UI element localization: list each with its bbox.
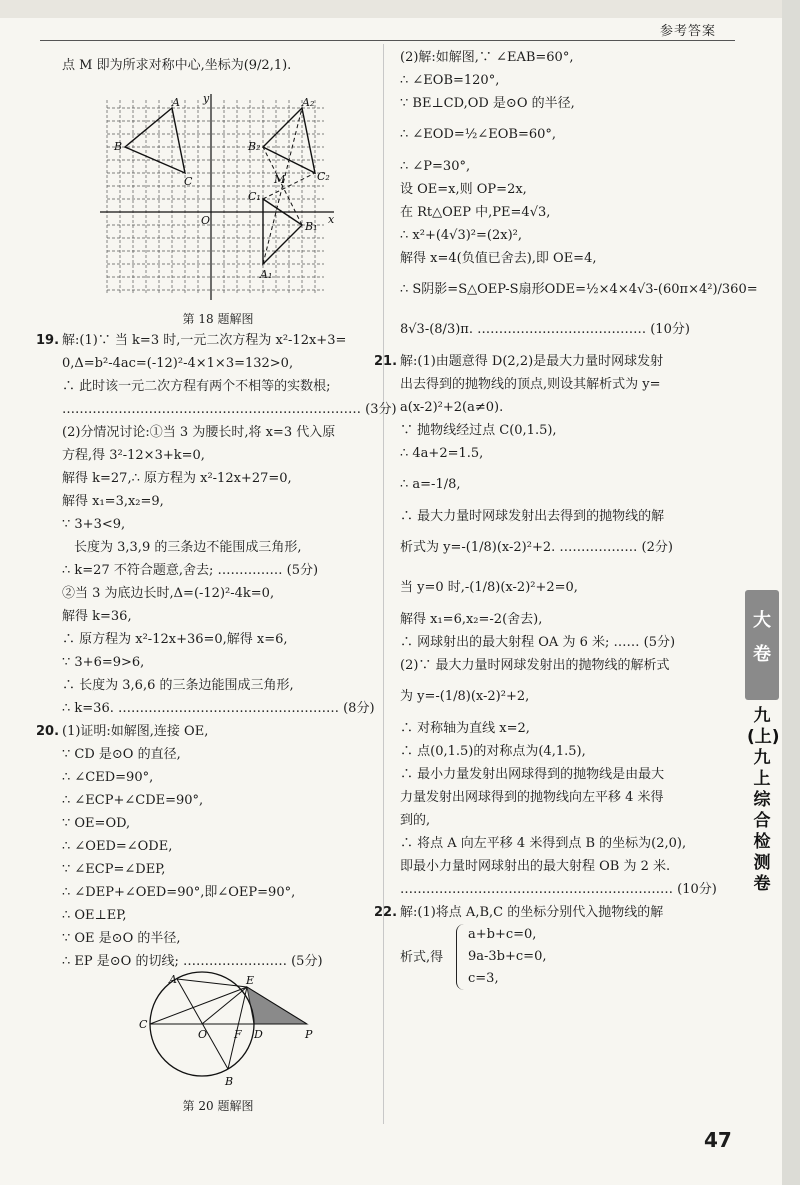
q19-line: ∵ 3+6=9>6, bbox=[62, 655, 145, 670]
q21-line: 出去得到的抛物线的顶点,则设其解析式为 y= bbox=[400, 377, 661, 392]
q20-line: ∴ ∠DEP+∠OED=90°,即∠OEP=90°, bbox=[62, 885, 296, 900]
label-b: B bbox=[225, 1075, 234, 1088]
q21-line: 当 y=0 时,-(1/8)(x-2)²+2=0, bbox=[400, 580, 578, 595]
label-a: A bbox=[169, 973, 177, 986]
q20p2-line: 8√3-(8/3)π. ………………………………… (10分) bbox=[400, 322, 690, 337]
q19-line: ∴ 原方程为 x²-12x+36=0,解得 x=6, bbox=[62, 632, 288, 647]
figure-18 bbox=[62, 90, 362, 305]
circle-tangent-figure bbox=[62, 973, 362, 1092]
top-bar bbox=[0, 0, 800, 18]
q19-line: …………………………………………………………… (3分) bbox=[62, 402, 397, 417]
label-e: E bbox=[246, 974, 255, 987]
figure-20 bbox=[62, 973, 362, 1092]
label-b: B bbox=[114, 140, 123, 153]
q20-line: ∵ OE=OD, bbox=[62, 816, 131, 831]
equation-system bbox=[400, 924, 738, 990]
q20-line: ∵ ∠ECP=∠DEP, bbox=[62, 862, 166, 877]
question-20 bbox=[36, 720, 374, 973]
q21-line: ∴ a=-1/8, bbox=[400, 477, 461, 492]
q19-line: ②当 3 为底边长时,Δ=(-12)²-4k=0, bbox=[62, 586, 275, 601]
label-c1: C₁ bbox=[248, 190, 261, 203]
label-y: y bbox=[203, 92, 210, 105]
chord-ae bbox=[177, 979, 247, 987]
q21-line: 析式为 y=-(1/8)(x-2)²+2. ……………… (2分) bbox=[400, 540, 673, 555]
q21-line: 即最小力量时网球射出的最大射程 OB 为 2 米. bbox=[400, 859, 671, 874]
q21-line: 到的, bbox=[400, 813, 431, 828]
label-a1: A₁ bbox=[260, 268, 273, 281]
q20p2-line: 设 OE=x,则 OP=2x, bbox=[400, 182, 527, 197]
q19-line: ∵ 3+3<9, bbox=[62, 517, 126, 532]
q21-line: ∴ 点(0,1.5)的对称点为(4,1.5), bbox=[400, 744, 586, 759]
q21-line: ∴ 将点 A 向左平移 4 米得到点 B 的坐标为(2,0), bbox=[400, 836, 687, 851]
q21-line: ……………………………………………………… (10分) bbox=[400, 882, 717, 897]
q21-line: ∴ 4a+2=1.5, bbox=[400, 446, 484, 461]
question-21 bbox=[374, 350, 738, 901]
q19-line: ∴ k=27 不符合题意,舍去; …………… (5分) bbox=[62, 563, 319, 578]
chord-ce bbox=[150, 987, 247, 1024]
q20p2-line: ∴ ∠EOB=120°, bbox=[400, 73, 500, 88]
equation-2: 9a-3b+c=0, bbox=[468, 949, 547, 964]
q21-line: 为 y=-(1/8)(x-2)²+2, bbox=[400, 689, 530, 704]
question-21-number: 21. bbox=[374, 354, 398, 369]
question-22 bbox=[374, 901, 738, 990]
q22-line: 析式,得 bbox=[400, 950, 444, 965]
q20-line: ∴ OE⊥EP, bbox=[62, 908, 127, 923]
label-origin: O bbox=[201, 214, 211, 227]
label-b1: B₁ bbox=[305, 220, 318, 233]
q19-line: ∴ 此时该一元二次方程有两个不相等的实数根; bbox=[62, 379, 331, 394]
q21-line: 解:(1)由题意得 D(2,2)是最大力量时网球发射 bbox=[400, 354, 664, 369]
label-m: M bbox=[274, 173, 286, 186]
q21-line: (2)∵ 最大力量时网球发射出的抛物线的解析式 bbox=[400, 658, 670, 673]
q21-line: ∴ 最小力量发射出网球得到的抛物线是由最大 bbox=[400, 767, 665, 782]
brace-symbol bbox=[456, 924, 467, 990]
figure-20-caption: 第 20 题解图 bbox=[182, 1099, 254, 1113]
q20-line: ∴ ∠CED=90°, bbox=[62, 770, 154, 785]
q19-line: 解:(1)∵ 当 k=3 时,一元二次方程为 x²-12x+3= bbox=[62, 333, 347, 348]
q21-line: 力量发射出网球得到的抛物线向左平移 4 米得 bbox=[400, 790, 664, 805]
question-20-part-2 bbox=[400, 46, 758, 350]
q19-line: 0,Δ=b²-4ac=(-12)²-4×1×3=132>0, bbox=[62, 356, 294, 371]
figure-18-caption: 第 18 题解图 bbox=[182, 312, 254, 326]
label-p: P bbox=[305, 1028, 313, 1041]
label-c: C bbox=[139, 1018, 148, 1031]
question-19 bbox=[36, 329, 397, 720]
q19-line: 方程,得 3²-12×3+k=0, bbox=[62, 448, 205, 463]
q20-line: (1)证明:如解图,连接 OE, bbox=[62, 724, 209, 739]
label-b2: B₂ bbox=[248, 140, 261, 153]
header-rule bbox=[40, 40, 735, 41]
q20-line: ∴ ∠OED=∠ODE, bbox=[62, 839, 173, 854]
label-f: F bbox=[234, 1028, 242, 1041]
q20-line: ∵ CD 是⊙O 的直径, bbox=[62, 747, 181, 762]
q19-line: ∴ k=36. …………………………………………… (8分) bbox=[62, 701, 375, 716]
q21-line: 解得 x₁=6,x₂=-2(舍去), bbox=[400, 612, 543, 627]
q20-line: ∴ ∠ECP+∠CDE=90°, bbox=[62, 793, 204, 808]
question-22-number: 22. bbox=[374, 905, 398, 920]
q20p2-line: ∴ x²+(4√3)²=(2x)², bbox=[400, 228, 523, 243]
label-c2: C₂ bbox=[317, 170, 330, 183]
q21-line: ∵ 抛物线经过点 C(0,1.5), bbox=[400, 423, 557, 438]
equation-3: c=3, bbox=[468, 971, 499, 986]
side-strip bbox=[782, 0, 800, 1185]
question-19-number: 19. bbox=[36, 333, 60, 348]
label-x: x bbox=[328, 213, 335, 226]
q19-line: (2)分情况讨论:①当 3 为腰长时,将 x=3 代入原 bbox=[62, 425, 336, 440]
q19-line: ∴ 长度为 3,6,6 的三条边能围成三角形, bbox=[62, 678, 294, 693]
q21-line: a(x-2)²+2(a≠0). bbox=[400, 400, 504, 415]
column-divider bbox=[383, 44, 384, 1124]
label-a2: A₂ bbox=[302, 96, 315, 109]
side-vertical-label: 九(上) 九上综合检测卷 bbox=[747, 706, 780, 894]
q20p2-line: ∵ BE⊥CD,OD 是⊙O 的半径, bbox=[400, 96, 575, 111]
q19-line: 解得 x₁=3,x₂=9, bbox=[62, 494, 164, 509]
q20p2-line: (2)解:如解图,∵ ∠EAB=60°, bbox=[400, 50, 574, 65]
side-tab bbox=[745, 590, 779, 700]
q21-line: ∴ 对称轴为直线 x=2, bbox=[400, 721, 530, 736]
q19-line: 解得 k=27,∴ 原方程为 x²-12x+27=0, bbox=[62, 471, 292, 486]
triangle-a1b1c1 bbox=[263, 199, 302, 264]
q19-line: 长度为 3,3,9 的三条边不能围成三角形, bbox=[74, 540, 302, 555]
question-20-number: 20. bbox=[36, 724, 60, 739]
q20-line: ∴ EP 是⊙O 的切线; …………………… (5分) bbox=[62, 954, 323, 969]
q20p2-line: ∴ ∠P=30°, bbox=[400, 159, 471, 174]
label-o: O bbox=[198, 1028, 208, 1041]
q20p2-line: 在 Rt△OEP 中,PE=4√3, bbox=[400, 205, 551, 220]
q20p2-line: 解得 x=4(负值已舍去),即 OE=4, bbox=[400, 251, 597, 266]
right-column bbox=[374, 46, 758, 990]
q20p2-line: ∴ ∠EOD=½∠EOB=60°, bbox=[400, 127, 557, 142]
label-a: A bbox=[172, 96, 180, 109]
triangle-abc bbox=[125, 108, 185, 173]
label-c: C bbox=[184, 175, 193, 188]
q19-line: 解得 k=36, bbox=[62, 609, 132, 624]
intro-line: 点 M 即为所求对称中心,坐标为(9/2,1). bbox=[62, 58, 292, 73]
q20p2-line: ∴ S阴影=S△OEP-S扇形ODE=½×4×4√3-(60π×4²)/360= bbox=[400, 282, 758, 297]
radius-oe bbox=[202, 987, 247, 1024]
label-d: D bbox=[254, 1028, 263, 1041]
system-equations bbox=[468, 924, 546, 990]
q22-line: 解:(1)将点 A,B,C 的坐标分别代入抛物线的解 bbox=[400, 905, 664, 920]
header-label: 参考答案 bbox=[660, 24, 717, 39]
equation-1: a+b+c=0, bbox=[468, 927, 537, 942]
page-number: 47 bbox=[704, 1128, 732, 1152]
side-tab-text: 大卷 bbox=[753, 610, 771, 665]
q21-line: ∴ 网球射出的最大射程 OA 为 6 米; …… (5分) bbox=[400, 635, 676, 650]
q20-line: ∵ OE 是⊙O 的半径, bbox=[62, 931, 181, 946]
coordinate-grid-figure bbox=[62, 90, 362, 305]
q21-line: ∴ 最大力量时网球发射出去得到的抛物线的解 bbox=[400, 509, 665, 524]
left-column bbox=[36, 46, 397, 1116]
